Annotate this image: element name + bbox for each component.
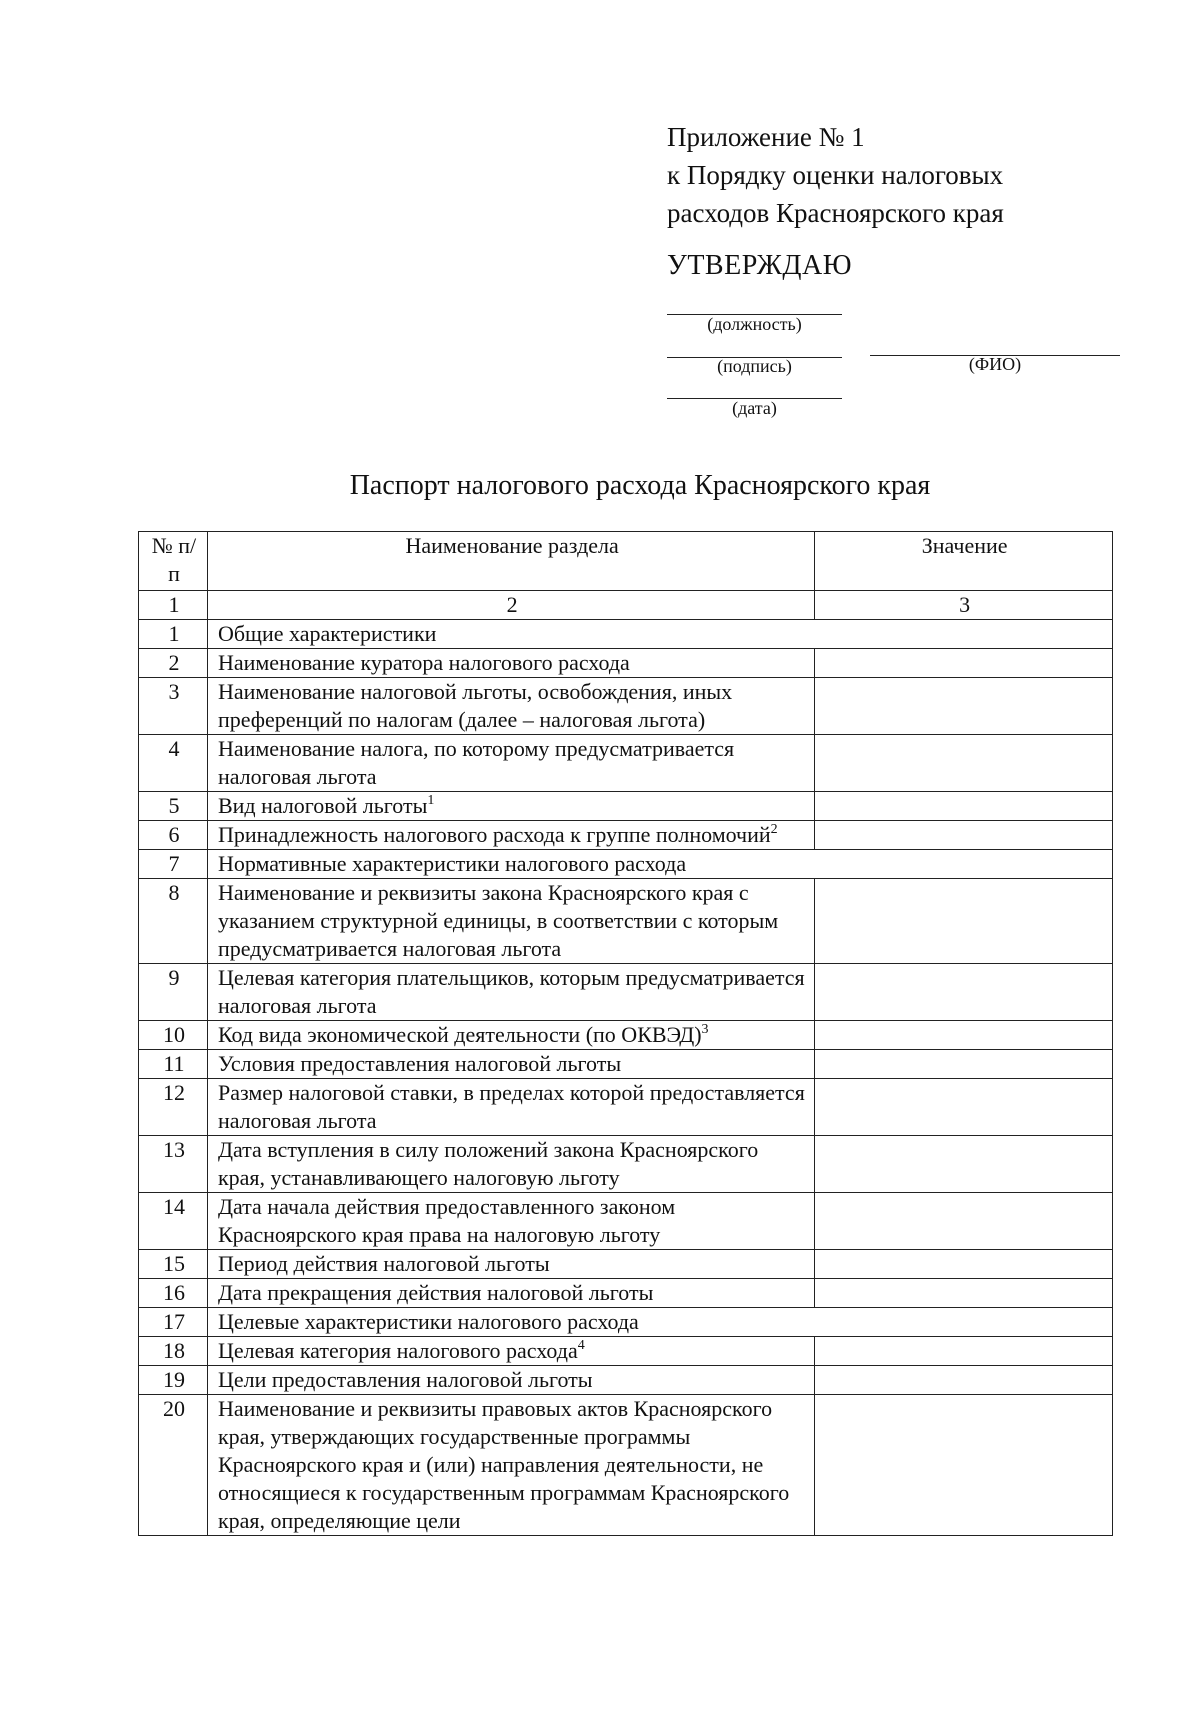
row-value bbox=[815, 678, 1113, 735]
row-number: 15 bbox=[139, 1250, 208, 1279]
row-name bbox=[207, 1279, 814, 1308]
row-name bbox=[207, 1021, 814, 1050]
row-number: 7 bbox=[139, 850, 208, 879]
footnote-marker: 1 bbox=[427, 793, 435, 808]
table-row bbox=[139, 1366, 1113, 1395]
row-name bbox=[207, 1337, 814, 1366]
row-name-text: Дата начала действия предоставленного законом Красноярского края права на налоговую льготу bbox=[217, 1194, 676, 1247]
row-name-text: Общие характеристики bbox=[217, 621, 437, 646]
row-name bbox=[207, 735, 814, 792]
header-num: № п/п bbox=[139, 532, 208, 591]
row-value bbox=[815, 1395, 1113, 1536]
table-row bbox=[139, 1337, 1113, 1366]
row-name bbox=[207, 1250, 814, 1279]
row-name-text: Наименование куратора налогового расхода bbox=[217, 650, 630, 675]
table-row bbox=[139, 1279, 1113, 1308]
row-name bbox=[207, 1308, 1112, 1337]
table-row bbox=[139, 1021, 1113, 1050]
row-name-text: Целевая категория налогового расхода bbox=[217, 1338, 578, 1363]
row-name-text: Наименование и реквизиты закона Красноярского края с указанием структурной единицы, в соответствии с которым предусматривается налоговая льгота bbox=[217, 880, 779, 961]
row-name bbox=[207, 1136, 814, 1193]
row-value bbox=[815, 1021, 1113, 1050]
row-number: 20 bbox=[139, 1395, 208, 1536]
appendix-line-3: расходов Красноярского края bbox=[667, 198, 1004, 228]
name-caption: (ФИО) bbox=[968, 354, 1022, 374]
row-name bbox=[207, 678, 814, 735]
row-number: 10 bbox=[139, 1021, 208, 1050]
row-value bbox=[815, 1366, 1113, 1395]
row-value bbox=[815, 1337, 1113, 1366]
row-value bbox=[815, 735, 1113, 792]
approval-title: УТВЕРЖДАЮ bbox=[667, 250, 852, 281]
row-name-text: Размер налоговой ставки, в пределах которой предоставляется налоговая льгота bbox=[217, 1080, 805, 1133]
row-name-text: Наименование налоговой льготы, освобождения, иных преференций по налогам (далее – налоговая льгота) bbox=[217, 679, 733, 732]
row-name bbox=[207, 1395, 814, 1536]
table-row bbox=[139, 1395, 1113, 1536]
row-number: 4 bbox=[139, 735, 208, 792]
column-number-2: 2 bbox=[207, 591, 814, 620]
row-name-text: Цели предоставления налоговой льготы bbox=[217, 1367, 593, 1392]
row-number: 8 bbox=[139, 879, 208, 964]
row-name-text: Код вида экономической деятельности (по ОКВЭД) bbox=[217, 1022, 702, 1047]
row-name bbox=[207, 1079, 814, 1136]
row-name-text: Нормативные характеристики налогового расхода bbox=[217, 851, 687, 876]
header-name: Наименование раздела bbox=[207, 532, 814, 591]
row-number: 17 bbox=[139, 1308, 208, 1337]
row-number: 19 bbox=[139, 1366, 208, 1395]
position-caption: (должность) bbox=[707, 314, 802, 334]
row-name bbox=[207, 1193, 814, 1250]
table-row bbox=[139, 735, 1113, 792]
table-row bbox=[139, 1079, 1113, 1136]
row-number: 6 bbox=[139, 821, 208, 850]
row-number: 13 bbox=[139, 1136, 208, 1193]
row-number: 18 bbox=[139, 1337, 208, 1366]
row-number: 2 bbox=[139, 649, 208, 678]
row-value bbox=[815, 1050, 1113, 1079]
footnote-marker: 3 bbox=[701, 1022, 709, 1037]
column-number-1: 1 bbox=[139, 591, 208, 620]
row-name-text: Дата прекращения действия налоговой льготы bbox=[217, 1280, 654, 1305]
section-row bbox=[139, 620, 1113, 649]
table-header-row bbox=[139, 532, 1113, 591]
section-row bbox=[139, 1308, 1113, 1337]
row-value bbox=[815, 821, 1113, 850]
row-name bbox=[207, 879, 814, 964]
row-name bbox=[207, 1366, 814, 1395]
row-name-text: Вид налоговой льготы bbox=[217, 793, 428, 818]
table-row bbox=[139, 964, 1113, 1021]
row-name-text: Целевые характеристики налогового расхода bbox=[217, 1309, 639, 1334]
appendix-line-2: к Порядку оценки налоговых bbox=[667, 160, 1004, 190]
footnote-marker: 2 bbox=[770, 822, 778, 837]
column-number-row bbox=[139, 591, 1113, 620]
passport-table bbox=[138, 531, 1113, 1536]
footnote-marker: 4 bbox=[577, 1338, 585, 1353]
row-number: 1 bbox=[139, 620, 208, 649]
table-row bbox=[139, 649, 1113, 678]
header-value: Значение bbox=[815, 532, 1113, 591]
table-row bbox=[139, 1050, 1113, 1079]
table-body bbox=[139, 620, 1113, 1536]
appendix-header bbox=[667, 118, 1004, 232]
row-name bbox=[207, 850, 1112, 879]
row-value bbox=[815, 879, 1113, 964]
table-row bbox=[139, 879, 1113, 964]
row-value bbox=[815, 1079, 1113, 1136]
date-caption: (дата) bbox=[732, 398, 777, 418]
signature-caption: (подпись) bbox=[717, 356, 792, 376]
row-number: 11 bbox=[139, 1050, 208, 1079]
row-number: 9 bbox=[139, 964, 208, 1021]
document-title: Паспорт налогового расхода Красноярского края bbox=[349, 470, 931, 501]
row-name-text: Период действия налоговой льготы bbox=[217, 1251, 550, 1276]
row-number: 16 bbox=[139, 1279, 208, 1308]
row-name-text: Наименование налога, по которому предусматривается налоговая льгота bbox=[217, 736, 735, 789]
row-number: 12 bbox=[139, 1079, 208, 1136]
row-name-text: Целевая категория плательщиков, которым предусматривается налоговая льгота bbox=[217, 965, 805, 1018]
row-number: 5 bbox=[139, 792, 208, 821]
row-name bbox=[207, 792, 814, 821]
row-value bbox=[815, 964, 1113, 1021]
table-row bbox=[139, 821, 1113, 850]
row-name-text: Принадлежность налогового расхода к группе полномочий bbox=[217, 822, 771, 847]
row-name bbox=[207, 620, 1112, 649]
row-name-text: Дата вступления в силу положений закона Красноярского края, устанавливающего налоговую льготу bbox=[217, 1137, 759, 1190]
table-row bbox=[139, 792, 1113, 821]
row-name bbox=[207, 821, 814, 850]
appendix-line-1: Приложение № 1 bbox=[667, 122, 865, 152]
table-row bbox=[139, 678, 1113, 735]
table-row bbox=[139, 1193, 1113, 1250]
row-number: 14 bbox=[139, 1193, 208, 1250]
row-name bbox=[207, 649, 814, 678]
row-name-text: Условия предоставления налоговой льготы bbox=[217, 1051, 622, 1076]
table-row bbox=[139, 1250, 1113, 1279]
row-number: 3 bbox=[139, 678, 208, 735]
column-number-3: 3 bbox=[815, 591, 1113, 620]
row-value bbox=[815, 649, 1113, 678]
row-name-text: Наименование и реквизиты правовых актов Красноярского края, утверждающих государственные программы Красноярского края и (или) направления деятельности, не относящиеся к государственным программам Красноярского края, определяющие цели bbox=[217, 1396, 790, 1533]
row-value bbox=[815, 792, 1113, 821]
row-value bbox=[815, 1193, 1113, 1250]
row-value bbox=[815, 1279, 1113, 1308]
table-row bbox=[139, 1136, 1113, 1193]
row-name bbox=[207, 1050, 814, 1079]
row-value bbox=[815, 1136, 1113, 1193]
section-row bbox=[139, 850, 1113, 879]
row-name bbox=[207, 964, 814, 1021]
row-value bbox=[815, 1250, 1113, 1279]
